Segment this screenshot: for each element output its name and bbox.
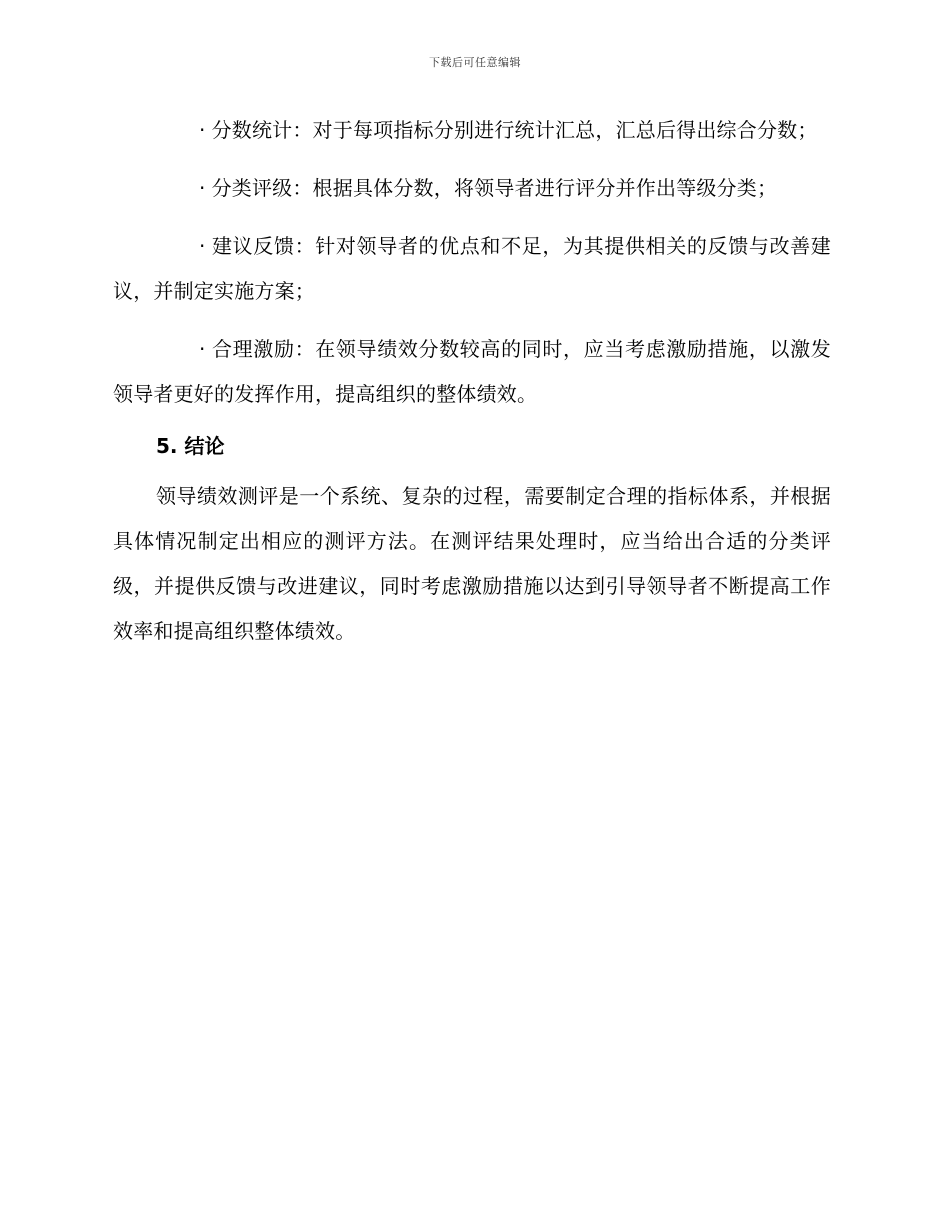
- bullet-text: 合理激励：在领导绩效分数较高的同时，应当考虑激励措施，以激发领导者更好的发挥作用，提高组织的整体绩效。: [113, 337, 831, 406]
- page-header-note: 下载后可任意编辑: [429, 56, 521, 69]
- conclusion-paragraph: 领导绩效测评是一个系统、复杂的过程，需要制定合理的指标体系，并根据具体情况制定出相应的测评方法。在测评结果处理时，应当给出合适的分类评级，并提供反馈与改进建议，同时考虑激励措施以达到引导领导者不断提高工作效率和提高组织整体绩效。: [113, 484, 831, 643]
- bullet-dot: ·: [199, 118, 206, 142]
- bullet-text: 建议反馈：针对领导者的优点和不足，为其提供相关的反馈与改善建议，并制定实施方案；: [113, 234, 831, 303]
- bullet-dot: ·: [199, 234, 206, 258]
- document-body: [113, 108, 831, 654]
- bullet-dot: ·: [199, 176, 206, 200]
- bullet-item-classification-rating: [113, 166, 831, 211]
- bullet-item-feedback-suggestions: [113, 224, 831, 314]
- bullet-item-score-statistics: [113, 108, 831, 153]
- bullet-text: 分类评级：根据具体分数，将领导者进行评分并作出等级分类；: [211, 176, 778, 200]
- bullet-dot: ·: [199, 337, 206, 361]
- bullet-text: 分数统计：对于每项指标分别进行统计汇总，汇总后得出综合分数；: [211, 118, 818, 142]
- bullet-item-reasonable-incentives: [113, 327, 831, 417]
- section-heading-conclusion: 5. 结论: [156, 434, 225, 458]
